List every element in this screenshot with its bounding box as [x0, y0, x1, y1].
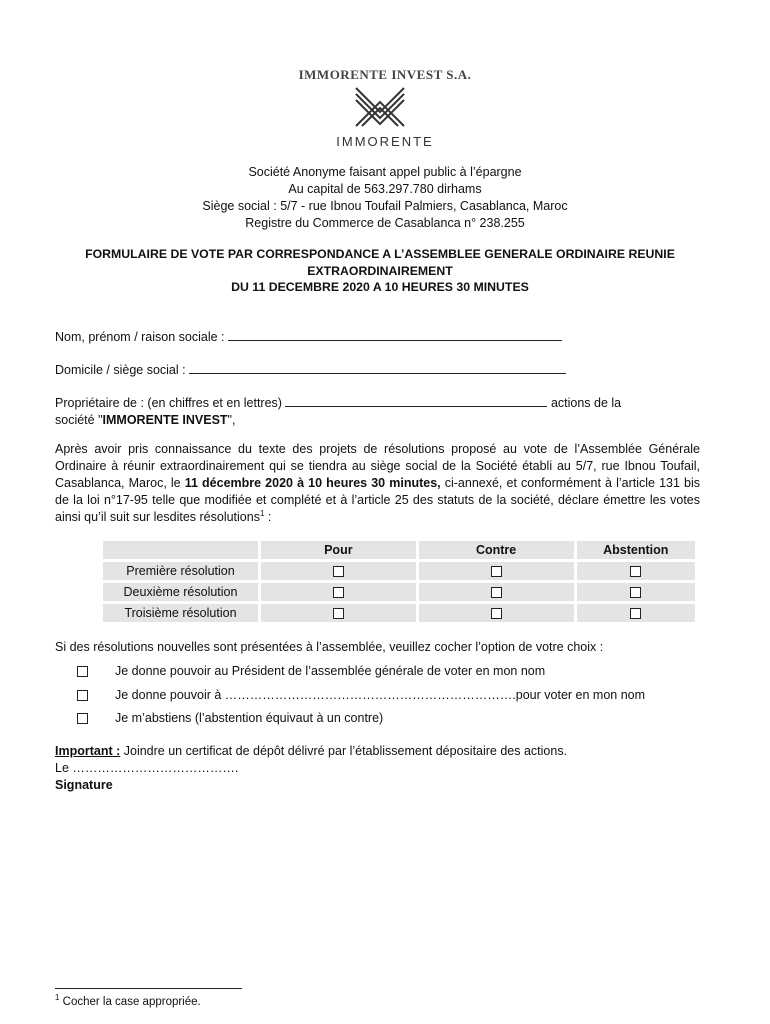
table-row — [103, 562, 695, 580]
resolutions-table — [100, 538, 698, 625]
owner-field — [55, 394, 715, 429]
option-checkbox-2[interactable] — [77, 690, 88, 701]
owner-label: Propriétaire de : (en chiffres et en lettres) — [55, 396, 282, 410]
paragraph-end: : — [264, 510, 272, 524]
company-type: Société Anonyme faisant appel public à l’épargne — [248, 165, 522, 179]
paragraph-part-1: Après avoir pris connaissance du texte des projets de résolutions proposé au vote de l’Assemblée Générale Ordinaire à réunir extraordinairement qui se tiendra au siège social de la Société établi au 5/7, rue Ibnou Toufail, Casablanca, Maroc, le — [55, 442, 700, 490]
paragraph-part-2: ci-annexé, et conformément à l’article 131 bis de la loi n°17-95 telle que modifiée et complété et à l’article 25 des statuts de la société, déclare émettre les votes ainsi qu’il suit sur lesdites résolutions — [55, 476, 700, 524]
owner-company-prefix: société " — [55, 413, 103, 427]
checkbox-contre-2[interactable] — [491, 587, 502, 598]
footnote-number: 1 — [55, 993, 60, 1003]
brand-name: IMMORENTE — [336, 134, 434, 149]
name-input-line[interactable] — [228, 328, 562, 341]
checkbox-pour-1[interactable] — [333, 566, 344, 577]
table-header-row — [103, 541, 695, 559]
resolution-label: Première résolution — [103, 562, 258, 580]
checkbox-pour-2[interactable] — [333, 587, 344, 598]
table-header-pour: Pour — [261, 541, 416, 559]
domicile-field — [55, 361, 566, 377]
option-checkbox-1[interactable] — [77, 666, 88, 677]
date-line[interactable]: Le …………………………………. — [55, 761, 239, 775]
new-resolutions-intro: Si des résolutions nouvelles sont présentées à l’assemblée, veuillez cocher l’option de votre choix : — [55, 640, 604, 654]
option-checkbox-3[interactable] — [77, 713, 88, 724]
company-capital: Au capital de 563.297.780 dirhams — [288, 182, 482, 196]
owner-input-line[interactable] — [285, 394, 547, 407]
table-header-abstention: Abstention — [577, 541, 695, 559]
table-row — [103, 583, 695, 601]
table-row — [103, 604, 695, 622]
owner-company: IMMORENTE INVEST — [102, 413, 228, 427]
intro-paragraph — [55, 441, 700, 526]
footnote-ref: 1 — [259, 508, 265, 518]
option-label-2: Je donne pouvoir à …………………………………………………………….pour voter en mon nom — [115, 688, 646, 702]
company-registry: Registre du Commerce de Casablanca n° 238.255 — [245, 216, 525, 230]
checkbox-abstention-1[interactable] — [630, 566, 641, 577]
footnote-text: Cocher la case appropriée. — [59, 996, 201, 1008]
name-field — [55, 328, 562, 344]
resolution-label: Deuxième résolution — [103, 583, 258, 601]
resolution-label: Troisième résolution — [103, 604, 258, 622]
immorente-logo — [352, 86, 408, 128]
company-info — [0, 164, 770, 232]
important-section — [55, 743, 567, 794]
checkbox-contre-1[interactable] — [491, 566, 502, 577]
footnote — [55, 993, 201, 1008]
checkbox-abstention-3[interactable] — [630, 608, 641, 619]
checkbox-abstention-2[interactable] — [630, 587, 641, 598]
domicile-input-line[interactable] — [189, 361, 566, 374]
table-header-blank — [103, 541, 258, 559]
title-line-1: FORMULAIRE DE VOTE PAR CORRESPONDANCE A L’ASSEMBLEE GENERALE ORDINAIRE REUNIE — [85, 247, 675, 261]
paragraph-date: 11 décembre 2020 à 10 heures 30 minutes, — [184, 476, 441, 490]
company-name: IMMORENTE INVEST S.A. — [298, 67, 472, 82]
title-line-2: EXTRAORDINAIREMENT — [307, 263, 453, 278]
owner-company-suffix: ", — [227, 413, 236, 427]
option-label-3: Je m’abstiens (l’abstention équivaut à un contre) — [115, 711, 384, 725]
company-address: Siège social : 5/7 - rue Ibnou Toufail Palmiers, Casablanca, Maroc — [202, 199, 568, 213]
table-header-contre: Contre — [419, 541, 574, 559]
important-text: Joindre un certificat de dépôt délivré par l’établissement dépositaire des actions. — [120, 744, 568, 758]
important-note — [55, 743, 567, 760]
checkbox-contre-3[interactable] — [491, 608, 502, 619]
option-label-1: Je donne pouvoir au Président de l’assemblée générale de voter en mon nom — [115, 664, 546, 678]
form-title — [80, 246, 680, 296]
owner-suffix: actions de la — [550, 396, 622, 410]
title-line-3: DU 11 DECEMBRE 2020 A 10 HEURES 30 MINUTES — [231, 280, 529, 294]
name-label: Nom, prénom / raison sociale : — [55, 330, 225, 344]
footnote-divider — [55, 988, 242, 989]
important-label: Important : — [55, 744, 121, 758]
signature-label: Signature — [55, 778, 113, 792]
checkbox-pour-3[interactable] — [333, 608, 344, 619]
domicile-label: Domicile / siège social : — [55, 363, 186, 377]
